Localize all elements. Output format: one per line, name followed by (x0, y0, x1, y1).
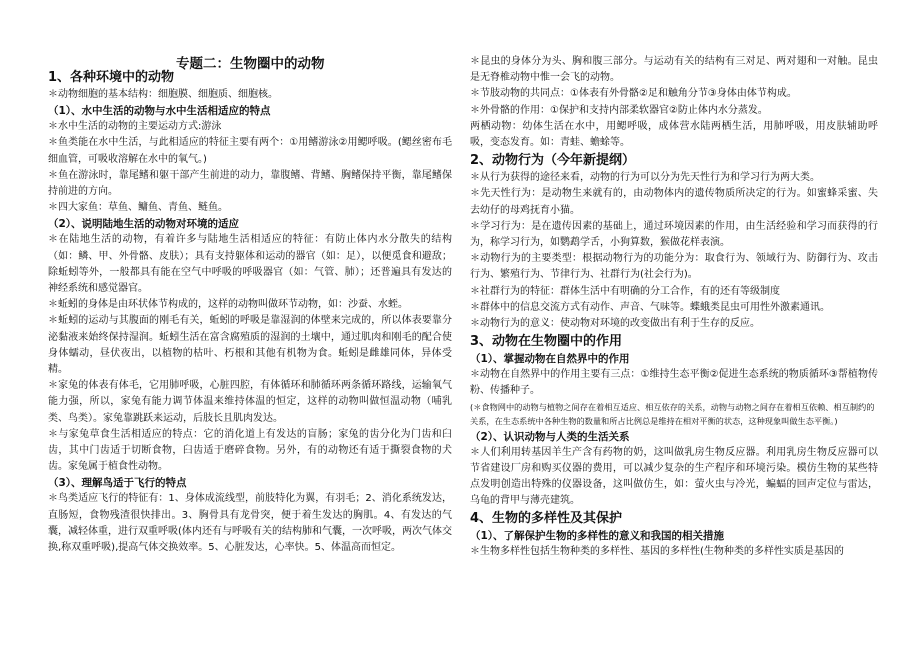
subsection-heading: （2）、说明陆地生活的动物对环境的适应 (48, 218, 240, 231)
paragraph: ＊与家兔草食生活相适应的特点：它的消化道上有发达的盲肠；家兔的齿分化为门齿和臼齿，其中门齿适于切断食物，臼齿适于磨碎食物。另外，有的动物还有适于撕裂食物的犬齿。家兔属于植食性动物。 (48, 428, 452, 473)
paragraph: ＊鱼类能在水中生活，与此相适应的特征主要有两个：①用鳍游泳②用鳃呼吸。(鳃丝密布毛细血管，可吸收溶解在水中的氧气。) (48, 137, 452, 165)
note-paragraph: (＊食物网中的动物与植物之间存在着相互适应、相互依存的关系，动物与动物之间存在着相互依赖、相互制约的关系，在生态系统中各种生物的数量和所占比例总是维持在相对平衡的状态，这种现象叫做生态平衡。) (470, 401, 875, 427)
paragraph: ＊人们利用转基因羊生产含有药物的奶，这叫做乳房生物反应器。利用乳房生物反应器可以节省建设厂房和购买仪器的费用，可以减少复杂的生产程序和环境污染。模仿生物的某些特点发明创造出特殊的仪器设备，这叫做仿生，如：萤火虫与冷光，蝙蝠的回声定位与雷达，乌龟的背甲与薄壳建筑。 (470, 446, 878, 507)
paragraph: ＊动物行为的主要类型：根据动物行为的功能分为：取食行为、领域行为、防御行为、攻击行为、繁殖行为、节律行为、社群行为(社会行为)。 (470, 253, 878, 281)
paragraph: ＊外骨骼的作用：①保护和支持内部柔软器官②防止体内水分蒸发。 (470, 104, 768, 116)
paragraph: ＊从行为获得的途径来看，动物的行为可以分为先天性行为和学习行为两大类。 (470, 172, 820, 184)
paragraph: ＊蚯蚓的运动与其腹面的刚毛有关，蚯蚓的呼吸是靠湿润的体壁来完成的，所以体表要靠分泌黏液来始终保持湿润。蚯蚓生活在富含腐殖质的湿润的土壤中，通过肌肉和刚毛的配合使身体蠕动，昼伏夜出，以植物的枯叶、朽根和其他有机物为食。蚯蚓是雌雄同体，异体受精。 (48, 315, 452, 376)
paragraph: ＊鱼在游泳时，靠尾鳍和躯干部产生前进的动力，靠腹鳍、背鳍、胸鳍保持平衡，靠尾鳍保持前进的方向。 (48, 169, 452, 198)
subsection-heading: （3）、理解鸟适于飞行的特点 (48, 477, 187, 490)
paragraph: ＊四大家鱼：草鱼、鳙鱼、青鱼、鲢鱼。 (48, 202, 228, 214)
section-heading: 2、动物行为（今年新提纲） (470, 153, 636, 169)
paragraph: ＊群体中的信息交流方式有动作、声音、气味等。蝶蛾类昆虫可用性外激素通讯。 (470, 301, 830, 313)
paragraph: ＊水中生活的动物的主要运动方式:游泳 (48, 121, 222, 133)
left-column (48, 50, 452, 556)
section-heading: 4、生物的多样性及其保护 (470, 511, 623, 527)
subsection-heading: （1）、了解保护生物的多样性的意义和我国的相关措施 (470, 530, 725, 543)
paragraph: ＊昆虫的身体分为头、胸和腹三部分。与运动有关的结构有三对足、两对翅和一对触。昆虫是无脊椎动物中惟一会飞的动物。 (470, 56, 878, 84)
page-title: 专题二：生物圈中的动物 (176, 56, 325, 72)
subsection-heading: （1）、掌握动物在自然界中的作用 (470, 353, 630, 366)
paragraph: ＊动物细胞的基本结构：细胞膜、细胞质、细胞核。 (48, 89, 278, 100)
paragraph: ＊动物在自然界中的作用主要有三点：①维持生态平衡②促进生态系统的物质循环③帮植物传粉、传播种子。 (470, 369, 878, 397)
section-heading: 3、动物在生物圈中的作用 (470, 334, 623, 350)
paragraph: ＊节肢动物的共同点：①体表有外骨骼②足和触角分节③身体由体节构成。 (470, 88, 797, 100)
paragraph: ＊社群行为的特征：群体生活中有明确的分工合作，有的还有等级制度 (470, 285, 780, 297)
subsection-heading: （1）、水中生活的动物与水中生活相适应的特点 (48, 105, 271, 118)
paragraph: ＊先天性行为：是动物生来就有的，由动物体内的遗传物质所决定的行为。如蜜蜂采蜜、失去幼仔的母鸡抚育小猫。 (470, 188, 878, 216)
paragraph: ＊在陆地生活的动物，有着许多与陆地生活相适应的特征：有防止体内水分散失的结构（如：鳞、甲、外骨骼、皮肤）；具有支持躯体和运动的器官（如：足），以便觅食和避敌；除蚯蚓等外，一般都具有能在空气中呼吸的呼吸器官（如：气管、肺）；还普遍具有发达的神经系统和感觉器官。 (48, 234, 452, 295)
section-heading: 1、各种环境中的动物 (48, 70, 175, 85)
paragraph: ＊蚯蚓的身体是由环状体节构成的，这样的动物叫做环节动物，如：沙蚕、水蛭。 (48, 299, 408, 311)
subsection-heading: （2）、认识动物与人类的生活关系 (470, 430, 630, 443)
paragraph: ＊家兔的体表有体毛，它用肺呼吸，心脏四腔，有体循环和肺循环两条循环路线，运输氧气能力强，所以，家兔有能力调节体温来维持体温的恒定，这样的动物叫做恒温动物（哺乳类、鸟类）。家兔靠跳跃来运动，后肢长且肌肉发达。 (48, 380, 452, 424)
paragraph: ＊生物多样性包括生物种类的多样性、基因的多样性(生物种类的多样性实质是基因的 (470, 546, 844, 558)
paragraph: ＊动物行为的意义：使动物对环境的改变做出有利于生存的反应。 (470, 318, 760, 330)
paragraph: ＊学习行为：是在遗传因素的基础上，通过环境因素的作用，由生活经验和学习而获得的行为，称学习行为，如鹦鹉学舌，小狗算数，猴做花样表演。 (470, 220, 878, 249)
paragraph: ＊鸟类适应飞行的特征有：1、身体成流线型，前肢特化为翼，有羽毛；2、消化系统发达，直肠短，食物残渣很快排出。3、胸骨具有龙骨突，便于着生发达的胸肌。4、有发达的气囊，减轻体重，进行双重呼吸(体内还有与呼吸有关的结构肺和气囊，一次呼吸，两次气体交换,称双重呼吸),提高气体交换效率。5、心脏发达，心率快。5、体温高而恒定。 (48, 493, 452, 554)
right-column (470, 54, 878, 561)
paragraph: 两栖动物：幼体生活在水中，用鳃呼吸，成体营水陆两栖生活，用肺呼吸，用皮肤辅助呼吸，变态发育。如：青蛙、蟾蜍等。 (470, 120, 878, 149)
